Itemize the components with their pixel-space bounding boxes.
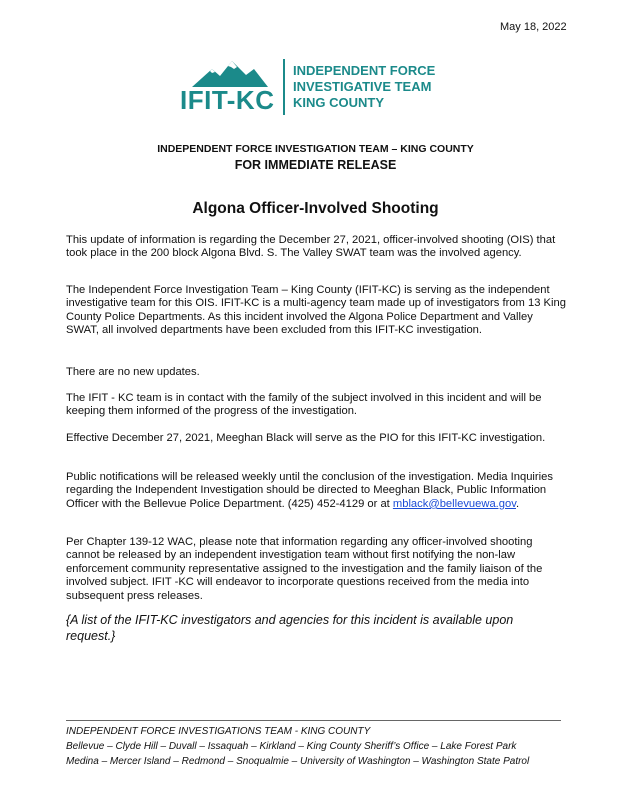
logo-name-line: INDEPENDENT FORCE (293, 63, 436, 78)
logo-divider (283, 59, 285, 115)
paragraph-text: This update of information is regarding the December 27, 2021, officer-involved shooting (OIS) that took place in the 200 block Algona Blvd. S. The Valley SWAT team was the involved agency. (66, 234, 556, 260)
paragraph-updates (66, 366, 566, 379)
logo-full-name (293, 63, 435, 111)
media-text-end: . (516, 497, 520, 510)
paragraph-intro (66, 234, 566, 261)
email-link[interactable]: mblack@bellevuewa.gov (392, 497, 516, 510)
paragraph-text: The IFIT - KC team is in contact with the family of the subject involved in this incident and will be keeping them informed of the progress of the investigation. (66, 392, 542, 418)
paragraph-text (66, 471, 566, 511)
logo-abbreviation: IFIT-KC (180, 85, 275, 115)
paragraph-text: Effective December 27, 2021, Meeghan Black will serve as the PIO for this IFIT-KC investigation. (66, 432, 546, 444)
paragraph-wac (66, 536, 566, 603)
logo-name-line: KING COUNTY (293, 95, 384, 110)
release-heading: FOR IMMEDIATE RELEASE (234, 158, 397, 172)
page-title: Algona Officer-Involved Shooting (192, 200, 439, 217)
footer-agencies-line: Bellevue – Clyde Hill – Duvall – Issaquah – Kirkland – King County Sheriff’s Office – Lake Forest Park (66, 741, 517, 752)
paragraph-text: Per Chapter 139-12 WAC, please note that information regarding any officer-involved shooting cannot be released by an independent investigation team without first notifying the non-law enforcement community representative assigned to the investigation and the family liaison of the involved subject. IFIT -KC will endeavor to incorporate questions received from the media into subsequent press releases. (66, 536, 543, 602)
logo-name-line: INVESTIGATIVE TEAM (293, 79, 432, 94)
paragraph-media (66, 471, 566, 511)
ifit-kc-logo (176, 55, 476, 115)
media-text: Public notifications will be released weekly until the conclusion of the investigation. Media Inquiries regarding the Independent Investigation should be directed to Meeghan Black, Public Information Officer with the Bellevue Police Department. (425) 452-4129 or at (66, 471, 553, 510)
paragraph-pio (66, 432, 566, 445)
footer-org-name: INDEPENDENT FORCE INVESTIGATIONS TEAM - KING COUNTY (66, 726, 371, 737)
paragraph-team (66, 284, 566, 338)
paragraph-family (66, 392, 566, 419)
footer (66, 724, 586, 769)
org-heading: INDEPENDENT FORCE INVESTIGATION TEAM – KING COUNTY (157, 143, 474, 155)
footer-divider (66, 720, 561, 721)
paragraph-text: There are no new updates. (66, 366, 200, 378)
footer-agencies-line: Medina – Mercer Island – Redmond – Snoqualmie – University of Washington – Washington State Patrol (66, 756, 530, 767)
investigators-note: {A list of the IFIT-KC investigators and agencies for this incident is available upon request.} (66, 613, 514, 643)
release-date: May 18, 2022 (500, 21, 567, 33)
paragraph-text: The Independent Force Investigation Team – King County (IFIT-KC) is serving as the independent investigative team for this OIS. IFIT-KC is a multi-agency team made up of investigators from 13 King County Police Departments. As this incident involved the Algona Police Department and Valley SWAT, all involved departments have been excluded from this IFIT-KC investigation. (66, 284, 566, 337)
